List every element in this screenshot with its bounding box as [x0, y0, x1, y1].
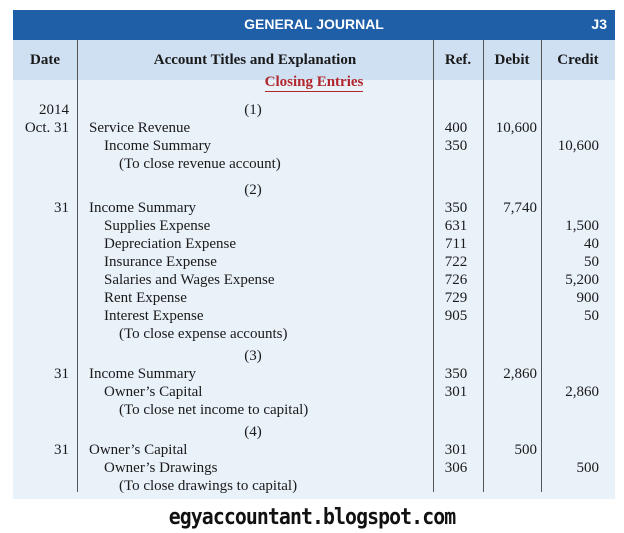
- account-title: Rent Expense: [104, 290, 187, 306]
- debit-amount: 10,600: [495, 120, 537, 136]
- journal-line: [13, 441, 615, 459]
- credit-amount: 500: [576, 460, 599, 476]
- header-account: Account Titles and Explanation: [153, 52, 357, 68]
- entry-number-row: [13, 181, 615, 199]
- header-credit: Credit: [557, 52, 599, 68]
- ref-number: 301: [444, 384, 468, 400]
- column-divider: [541, 40, 542, 492]
- account-title: Owner’s Capital: [89, 442, 188, 458]
- account-title: Service Revenue: [89, 120, 191, 136]
- header-ref: Ref.: [444, 52, 472, 68]
- journal-line: [13, 307, 615, 325]
- entry-number: (3): [244, 348, 262, 364]
- account-title: Income Summary: [89, 366, 197, 382]
- general-journal: [13, 10, 615, 499]
- credit-amount: 40: [584, 236, 599, 252]
- account-title: Supplies Expense: [104, 218, 211, 234]
- ref-number: 631: [444, 218, 468, 234]
- journal-line: [13, 235, 615, 253]
- account-title: Insurance Expense: [104, 254, 217, 270]
- account-title: Interest Expense: [104, 308, 204, 324]
- debit-amount: 500: [514, 442, 537, 458]
- account-title: Depreciation Expense: [104, 236, 237, 252]
- header-date: Date: [30, 52, 60, 68]
- ref-number: 400: [444, 120, 468, 136]
- ref-number: 905: [444, 308, 468, 324]
- section-title: Closing Entries: [264, 74, 364, 90]
- entry-explanation: (To close revenue account): [119, 156, 281, 172]
- entry-explanation-row: [13, 477, 615, 495]
- header-debit: Debit: [494, 52, 530, 68]
- credit-amount: 10,600: [557, 138, 599, 154]
- entry-year: 2014: [39, 102, 69, 118]
- entry-number: (1): [244, 102, 262, 118]
- journal-line: [13, 289, 615, 307]
- journal-line: [13, 119, 615, 137]
- journal-line: [13, 253, 615, 271]
- credit-amount: 1,500: [565, 218, 599, 234]
- journal-number: J3: [591, 16, 607, 32]
- entry-explanation-row: [13, 325, 615, 343]
- ref-number: 350: [444, 200, 468, 216]
- ref-number: 726: [444, 272, 468, 288]
- journal-line: [13, 459, 615, 477]
- entry-explanation: (To close drawings to capital): [119, 478, 298, 494]
- credit-amount: 900: [576, 290, 599, 306]
- column-divider: [77, 40, 78, 492]
- journal-title-bar: [13, 10, 615, 40]
- journal-line: [13, 383, 615, 401]
- journal-line: [13, 137, 615, 155]
- entry-explanation-row: [13, 401, 615, 419]
- credit-amount: 2,860: [565, 384, 599, 400]
- entry-explanation: (To close net income to capital): [119, 402, 309, 418]
- entry-number-row: [13, 423, 615, 441]
- entry-number: (2): [244, 182, 262, 198]
- ref-number: 722: [444, 254, 468, 270]
- debit-amount: 2,860: [503, 366, 537, 382]
- entry-number: (4): [244, 424, 262, 440]
- credit-amount: 5,200: [565, 272, 599, 288]
- journal-line: [13, 365, 615, 383]
- watermark: egyaccountant.blogspot.com: [168, 505, 456, 530]
- journal-line: [13, 271, 615, 289]
- entry-date: 31: [54, 366, 69, 382]
- journal-title: GENERAL JOURNAL: [244, 16, 384, 32]
- journal-line: [13, 217, 615, 235]
- ref-number: 301: [444, 442, 468, 458]
- entry-explanation-row: [13, 155, 615, 173]
- column-divider: [433, 40, 434, 492]
- ref-number: 350: [444, 366, 468, 382]
- account-title: Income Summary: [89, 200, 197, 216]
- account-title: Owner’s Drawings: [104, 460, 218, 476]
- ref-number: 711: [445, 236, 467, 252]
- entry-date: Oct. 31: [24, 120, 69, 136]
- entry-date: 31: [54, 442, 69, 458]
- debit-amount: 7,740: [503, 200, 537, 216]
- account-title: Owner’s Capital: [104, 384, 203, 400]
- entry-number-row: [13, 347, 615, 365]
- ref-number: 350: [444, 138, 468, 154]
- ref-number: 729: [444, 290, 468, 306]
- column-divider: [483, 40, 484, 492]
- entry-explanation: (To close expense accounts): [119, 326, 288, 342]
- account-title: Salaries and Wages Expense: [104, 272, 275, 288]
- account-title: Income Summary: [104, 138, 212, 154]
- credit-amount: 50: [584, 308, 599, 324]
- credit-amount: 50: [584, 254, 599, 270]
- ref-number: 306: [444, 460, 468, 476]
- journal-line: [13, 199, 615, 217]
- entry-date: 31: [54, 200, 69, 216]
- entry-number-row: [13, 101, 615, 119]
